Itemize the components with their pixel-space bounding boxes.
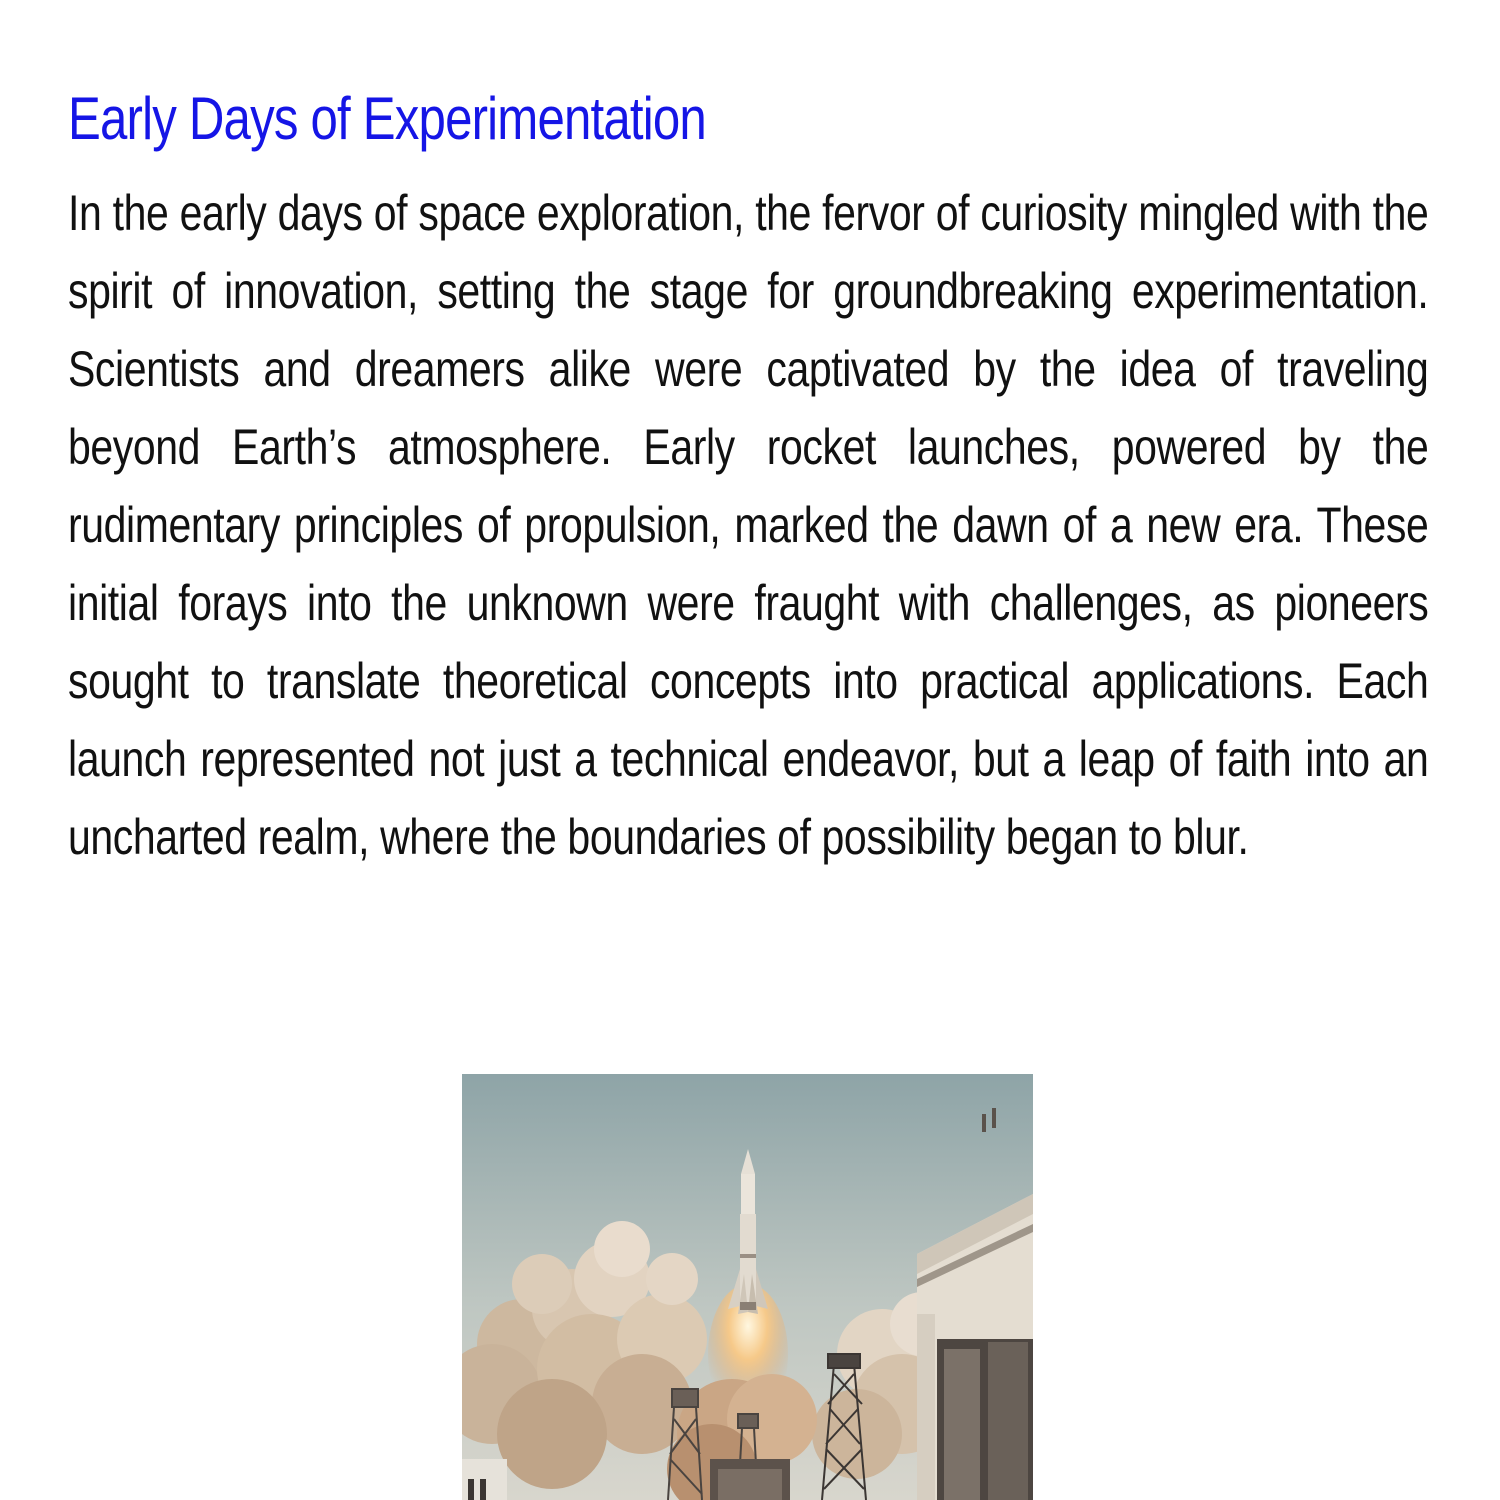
rocket-launch-image bbox=[462, 1074, 1033, 1500]
article-title: Early Days of Experimentation bbox=[68, 85, 706, 152]
article bbox=[68, 80, 1428, 876]
article-body: In the early days of space exploration, the fervor of curiosity mingled with the spirit of innovation, setting the stage for groundbreaking experimentation. Scientists and dreamers alike were captivated by the idea of traveling beyond Earth’s atmosphere. Early rocket launches, powered by the rudimentary principles of propulsion, marked the dawn of a new era. These initial forays into the unknown were fraught with challenges, as pioneers sought to translate theoretical concepts into practical applications. Each launch represented not just a technical endeavor, but a leap of faith into an uncharted realm, where the boundaries of possibility began to blur. bbox=[68, 185, 1429, 865]
